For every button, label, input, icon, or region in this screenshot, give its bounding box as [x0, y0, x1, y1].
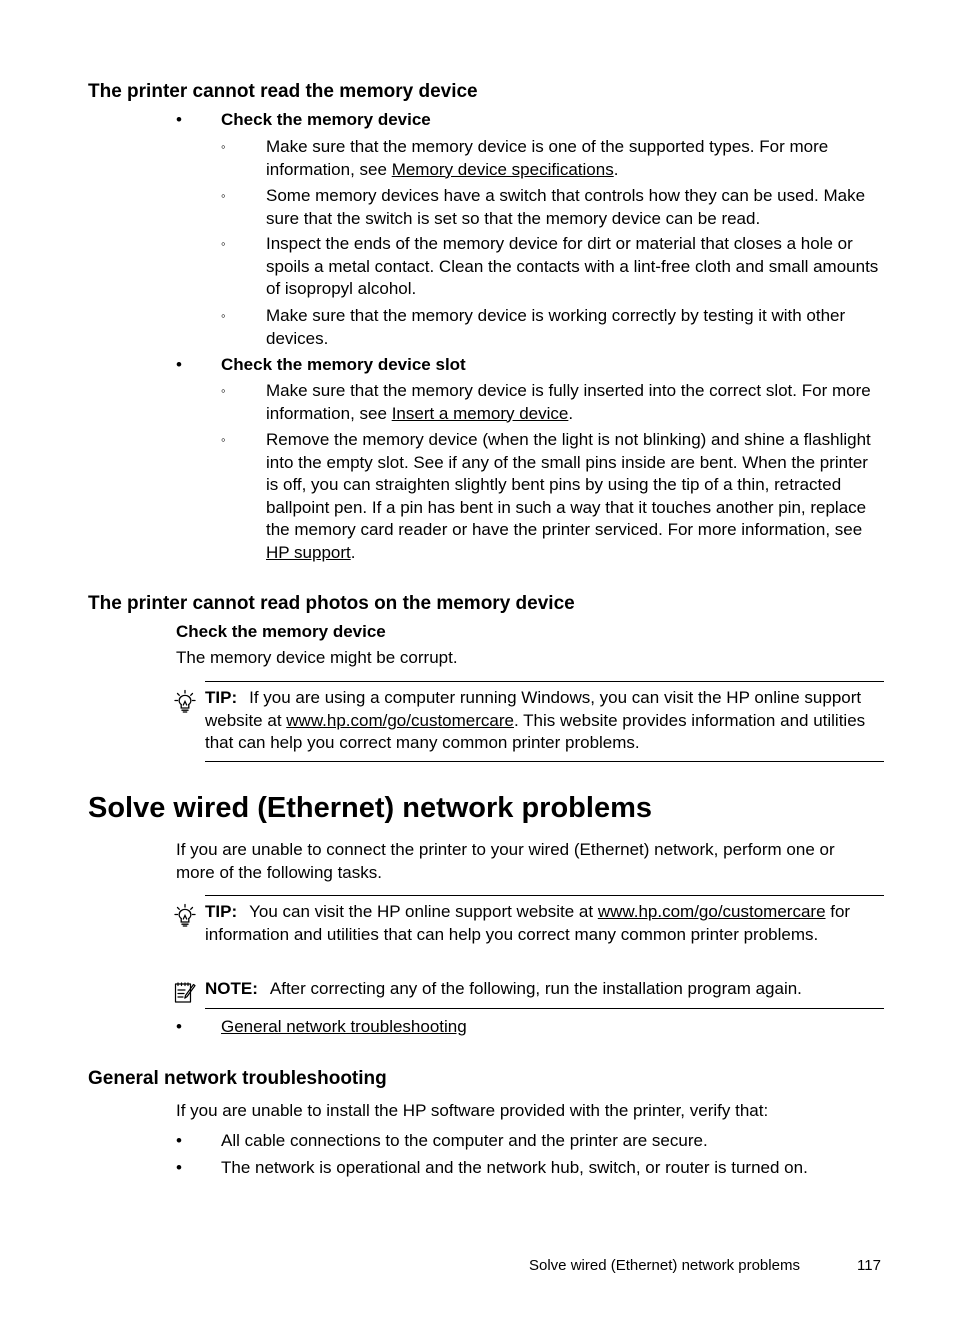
general-network-troubleshooting-link[interactable]: General network troubleshooting — [221, 1017, 467, 1036]
tip-top-rule — [205, 895, 884, 896]
sub-item-fully-inserted: Make sure that the memory device is fully inserted into the correct slot. For more information, see Insert a memory device. — [266, 381, 871, 423]
section-heading-memory-device: The printer cannot read the memory device — [88, 81, 478, 102]
subheading-check-memory-device: Check the memory device — [176, 622, 386, 641]
sub-item-inspect-ends: Inspect the ends of the memory device for dirt or material that closes a hole or spoils a metal contact. Clean the contacts with a lint-free cloth and small amounts of isopropyl alcohol. — [266, 234, 879, 298]
bullet-symbol: • — [176, 1158, 182, 1177]
tip-label: TIP: — [205, 688, 238, 707]
customercare-link[interactable]: www.hp.com/go/customercare — [597, 902, 826, 921]
page-title-solve-wired-network: Solve wired (Ethernet) network problems — [88, 792, 652, 824]
sub-bullet-symbol: ◦ — [221, 383, 226, 398]
bullet-symbol: • — [176, 110, 182, 129]
tip-online-support: TIP: You can visit the HP online support website at www.hp.com/go/customercare for information and utilities that can help you correct many common printer problems. — [205, 902, 851, 944]
footer-title: Solve wired (Ethernet) network problems — [529, 1257, 800, 1274]
list-item-network-operational: The network is operational and the network hub, switch, or router is turned on. — [221, 1158, 808, 1177]
page-number: 117 — [857, 1257, 881, 1274]
lightbulb-icon — [174, 903, 196, 927]
bullet-symbol: • — [176, 1131, 182, 1150]
hp-support-link[interactable]: HP support — [266, 542, 351, 562]
tip-windows-support: TIP: If you are using a computer running Windows, you can visit the HP online support website at www.hp.com/go/customercare. This website provides information and utilities that can help you correct many common printer problems. — [205, 688, 866, 752]
sub-item-switch: Some memory devices have a switch that controls how they can be used. Make sure that the switch is set so that the memory device can be read. — [266, 186, 866, 228]
sub-item-supported-types: Make sure that the memory device is one of the supported types. For more information, see Memory device specifications. — [266, 137, 829, 179]
sub-bullet-symbol: ◦ — [221, 236, 226, 251]
sub-bullet-symbol: ◦ — [221, 139, 226, 154]
item-title-check-memory-device: Check the memory device — [221, 110, 431, 129]
bullet-symbol: • — [176, 355, 182, 374]
tip-label: TIP: — [205, 902, 238, 921]
body-memory-corrupt: The memory device might be corrupt. — [176, 648, 458, 667]
tip-bottom-rule — [205, 761, 884, 762]
list-item-cable-connections: All cable connections to the computer and the printer are secure. — [221, 1131, 708, 1150]
sub-item-remove-and-shine: Remove the memory device (when the light is not blinking) and shine a flashlight into the empty slot. See if any of the small pins inside are bent. When the printer is off, you can straighten slightly bent pins by using the tip of a thin, retracted ballpoint pen. If a pin has bent in such a way that it touches another pin, replace the memory card reader or have the printer serviced. For more information, see HP support. — [266, 430, 871, 562]
note-run-installation: NOTE: After correcting any of the following, run the installation program again. — [205, 979, 802, 998]
insert-memory-device-link[interactable]: Insert a memory device — [391, 403, 569, 423]
tip-top-rule — [205, 681, 884, 682]
sub-bullet-symbol: ◦ — [221, 432, 226, 447]
intro-install-software: If you are unable to install the HP software provided with the printer, verify that: — [176, 1101, 769, 1120]
lightbulb-icon — [174, 689, 196, 713]
sub-item-test-other-devices: Make sure that the memory device is working correctly by testing it with other devices. — [266, 306, 846, 348]
memory-device-specifications-link[interactable]: Memory device specifications — [391, 159, 614, 179]
item-title-check-memory-slot: Check the memory device slot — [221, 355, 466, 374]
bullet-symbol: • — [176, 1017, 182, 1036]
sub-bullet-symbol: ◦ — [221, 188, 226, 203]
note-label: NOTE: — [205, 979, 258, 998]
sub-bullet-symbol: ◦ — [221, 308, 226, 323]
customercare-link[interactable]: www.hp.com/go/customercare — [286, 710, 514, 730]
note-icon — [174, 980, 196, 1004]
section-heading-photos-memory-device: The printer cannot read photos on the memory device — [88, 593, 575, 614]
note-bottom-rule — [205, 1008, 884, 1009]
intro-wired-network: If you are unable to connect the printer to your wired (Ethernet) network, perform one or more of the following tasks. — [176, 840, 835, 882]
section-heading-general-network: General network troubleshooting — [88, 1068, 387, 1089]
